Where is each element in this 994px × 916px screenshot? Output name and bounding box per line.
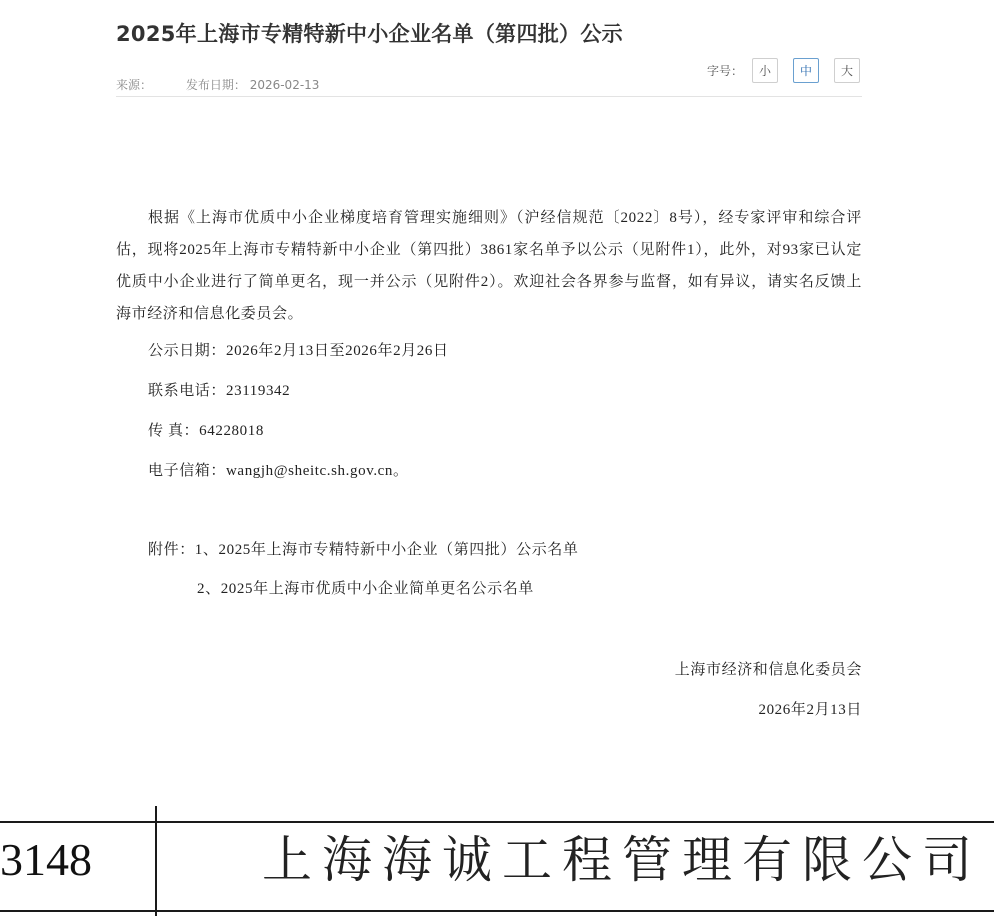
font-size-label: 字号： bbox=[706, 64, 743, 78]
contact-phone: 联系电话：23119342 bbox=[148, 383, 291, 399]
font-size-medium-button[interactable]: 中 bbox=[793, 58, 819, 83]
signature-org: 上海市经济和信息化委员会 bbox=[674, 662, 862, 678]
table-company-name: 上海海诚工程管理有限公司 bbox=[262, 831, 982, 889]
article-meta bbox=[116, 76, 319, 93]
table-border-bottom bbox=[0, 910, 994, 912]
contact-fax: 传 真：64228018 bbox=[148, 423, 264, 439]
font-size-control bbox=[707, 58, 860, 83]
signature-date: 2026年2月13日 bbox=[758, 702, 862, 718]
publish-date-label: 发布日期： bbox=[185, 78, 246, 92]
article-body bbox=[116, 202, 862, 330]
table-row-number: 3148 bbox=[0, 834, 92, 885]
contact-email: 电子信箱：wangjh@sheitc.sh.gov.cn。 bbox=[148, 463, 409, 479]
page-title: 2025年上海市专精特新中小企业名单（第四批）公示 bbox=[116, 22, 623, 46]
publish-date-value: 2026-02-13 bbox=[249, 78, 320, 92]
notice-period: 公示日期：2026年2月13日至2026年2月26日 bbox=[148, 343, 449, 359]
header-divider bbox=[116, 96, 862, 97]
table-column-divider bbox=[155, 806, 157, 916]
font-size-large-button[interactable]: 大 bbox=[834, 58, 860, 83]
attachment-table-crop bbox=[0, 806, 994, 916]
source-label: 来源： bbox=[116, 78, 153, 92]
attachment-link-2[interactable]: 2、2025年上海市优质中小企业简单更名公示名单 bbox=[197, 581, 534, 597]
table-border-top bbox=[0, 821, 994, 823]
intro-paragraph: 根据《上海市优质中小企业梯度培育管理实施细则》（沪经信规范〔2022〕8号），经专家评审和综合评估，现将2025年上海市专精特新中小企业（第四批）3861家名单予以公示（见附件1），此外，对93家已认定优质中小企业进行了简单更名，现一并公示（见附件2）。欢迎社会各界参与监督，如有异议，请实名反馈上海市经济和信息化委员会。 bbox=[116, 210, 862, 322]
font-size-small-button[interactable]: 小 bbox=[752, 58, 778, 83]
attachment-link-1[interactable]: 附件：1、2025年上海市专精特新中小企业（第四批）公示名单 bbox=[148, 542, 579, 558]
